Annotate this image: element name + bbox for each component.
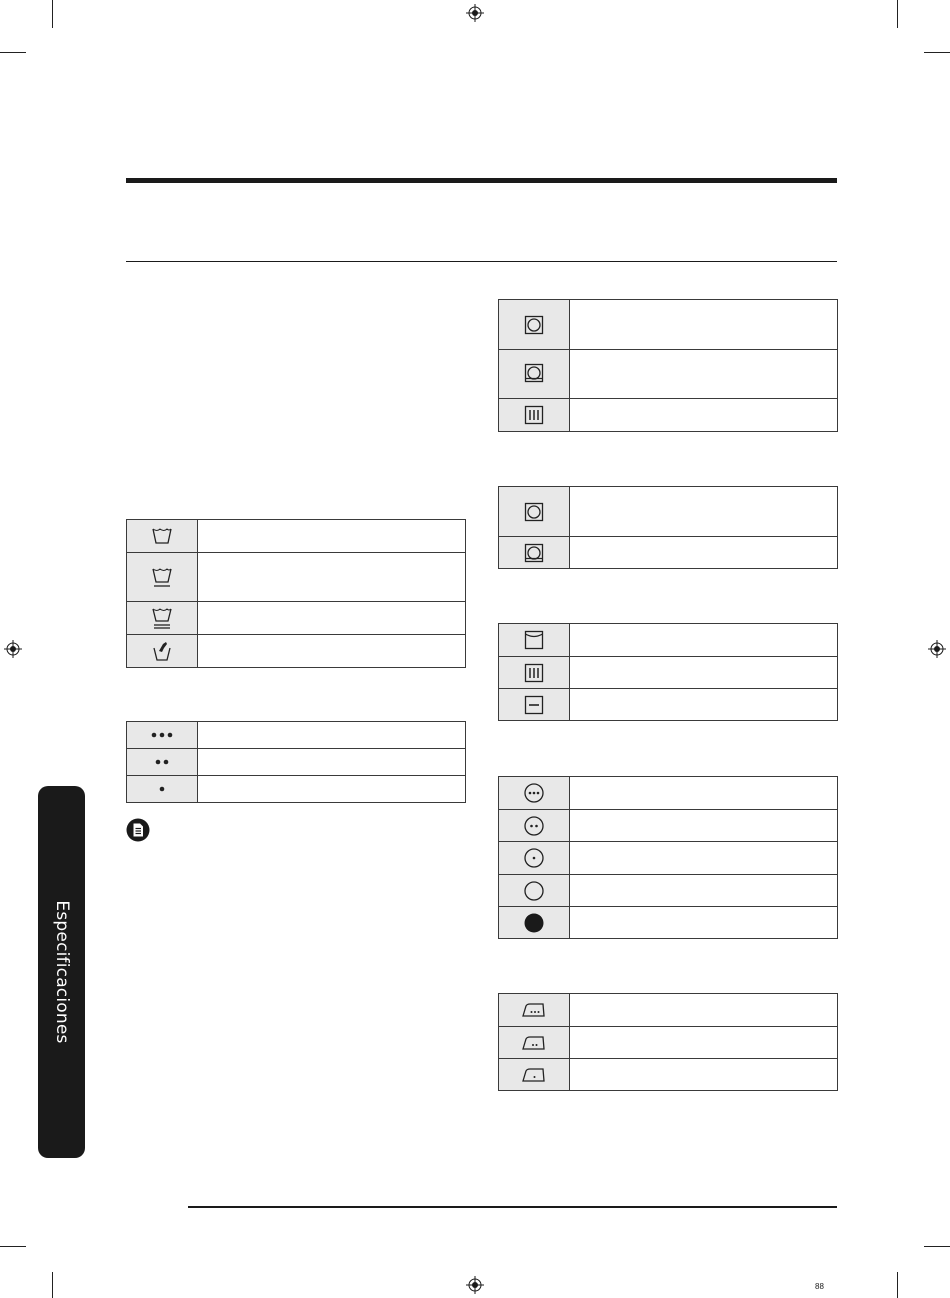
icon-cell [499, 875, 570, 907]
icon-cell [127, 776, 198, 803]
table-row [499, 657, 838, 689]
icon-cell [499, 657, 570, 689]
footer-rule [188, 1206, 837, 1208]
crop-mark [924, 52, 950, 53]
temperature-dots-table [126, 721, 466, 803]
circle-one-dot-icon [523, 847, 545, 869]
iron-table [498, 993, 838, 1091]
description-cell [570, 810, 838, 842]
description-cell [570, 537, 838, 569]
description-cell [570, 624, 838, 657]
description-cell [198, 722, 466, 749]
icon-cell [499, 842, 570, 875]
wash-symbol-table [126, 519, 466, 668]
table-row [499, 994, 838, 1027]
note-document-icon [126, 818, 150, 842]
wash-tub-bar-icon [151, 566, 173, 588]
table-row [499, 810, 838, 842]
hand-wash-icon [151, 640, 173, 662]
table-row [499, 487, 838, 537]
tumble-dry-icon [524, 502, 544, 522]
table-row [499, 842, 838, 875]
description-cell [198, 749, 466, 776]
description-cell [570, 777, 838, 810]
description-cell [570, 689, 838, 721]
wash-tub-double-bar-icon [151, 606, 173, 630]
description-cell [570, 657, 838, 689]
description-cell [198, 602, 466, 635]
tumble-dry-icon [524, 315, 544, 335]
crop-mark [52, 1272, 53, 1298]
description-cell [570, 487, 838, 537]
table-row [499, 777, 838, 810]
circle-empty-icon [523, 880, 545, 902]
registration-mark-icon [466, 4, 484, 22]
table-row [499, 624, 838, 657]
icon-cell [499, 1027, 570, 1059]
table-row [127, 553, 466, 602]
tumble-dry-bar-icon [524, 363, 544, 385]
description-cell [570, 350, 838, 399]
icon-cell [499, 350, 570, 399]
description-cell [570, 1059, 838, 1091]
table-row [499, 537, 838, 569]
table-row [127, 635, 466, 668]
drip-dry-icon [524, 405, 544, 425]
tumble-dry-table-2 [498, 486, 838, 569]
icon-cell [127, 553, 198, 602]
natural-dry-table [498, 623, 838, 721]
icon-cell [499, 994, 570, 1027]
table-row [127, 602, 466, 635]
icon-cell [499, 487, 570, 537]
icon-cell [499, 907, 570, 939]
description-cell [198, 776, 466, 803]
table-row [127, 776, 466, 803]
table-row [499, 1027, 838, 1059]
page-number: 88 [815, 1282, 824, 1291]
icon-cell [499, 624, 570, 657]
description-cell [198, 553, 466, 602]
table-row [127, 749, 466, 776]
description-cell [198, 520, 466, 553]
description-cell [570, 907, 838, 939]
description-cell [570, 1027, 838, 1059]
icon-cell [499, 689, 570, 721]
header-rule [126, 178, 837, 183]
registration-mark-icon [466, 1276, 484, 1294]
icon-cell [127, 635, 198, 668]
registration-mark-icon [4, 640, 22, 658]
tumble-dry-bar-icon [524, 543, 544, 563]
description-cell [570, 875, 838, 907]
one-dot-icon [158, 785, 166, 793]
crop-mark [924, 1246, 950, 1247]
drip-dry-icon [524, 663, 544, 683]
iron-one-dot-icon [521, 1066, 547, 1084]
circle-three-dots-icon [523, 782, 545, 804]
icon-cell [499, 1059, 570, 1091]
icon-cell [127, 749, 198, 776]
table-row [499, 300, 838, 350]
crop-mark [52, 0, 53, 28]
circle-filled-icon [523, 912, 545, 934]
tumble-dry-table [498, 299, 838, 432]
description-cell [570, 300, 838, 350]
description-cell [570, 994, 838, 1027]
section-side-tab [38, 786, 85, 1158]
icon-cell [499, 777, 570, 810]
icon-cell [499, 810, 570, 842]
crop-mark [897, 0, 898, 28]
header-divider [126, 261, 837, 262]
table-row [499, 689, 838, 721]
icon-cell [499, 399, 570, 432]
table-row [499, 1059, 838, 1091]
wash-tub-icon [151, 526, 173, 546]
two-dots-icon [154, 758, 170, 766]
icon-cell [499, 300, 570, 350]
circle-two-dots-icon [523, 815, 545, 837]
dry-flat-icon [524, 695, 544, 715]
table-row [499, 875, 838, 907]
dry-heat-table [498, 776, 838, 939]
table-row [499, 350, 838, 399]
crop-mark [0, 1246, 26, 1247]
iron-two-dots-icon [521, 1034, 547, 1052]
crop-mark [897, 1272, 898, 1298]
line-dry-icon [524, 630, 544, 650]
table-row [127, 722, 466, 749]
description-cell [570, 399, 838, 432]
table-row [499, 907, 838, 939]
table-row [127, 520, 466, 553]
registration-mark-icon [928, 640, 946, 658]
section-side-tab-label: Especificaciones [51, 900, 72, 1044]
icon-cell [499, 537, 570, 569]
iron-three-dots-icon [521, 1001, 547, 1019]
three-dots-icon [150, 731, 174, 739]
table-row [499, 399, 838, 432]
icon-cell [127, 602, 198, 635]
icon-cell [127, 520, 198, 553]
icon-cell [127, 722, 198, 749]
description-cell [198, 635, 466, 668]
crop-mark [0, 52, 26, 53]
description-cell [570, 842, 838, 875]
